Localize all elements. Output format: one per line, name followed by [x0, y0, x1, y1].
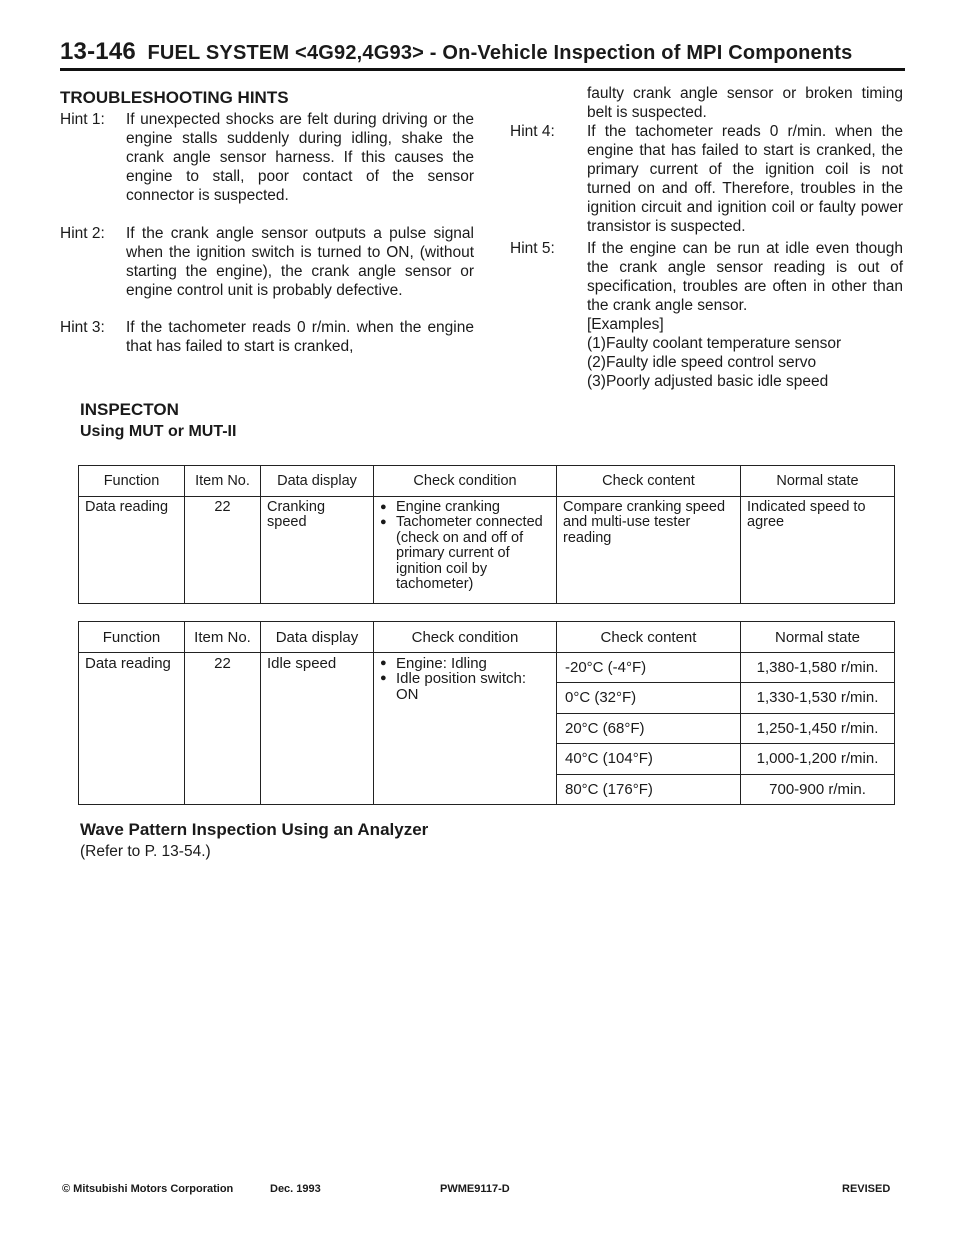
column-header: Item No. [185, 466, 261, 497]
normal-state-cell: 1,380-1,580 r/min. [741, 652, 895, 683]
column-header: Check condition [374, 466, 557, 497]
normal-state-cell: 1,330-1,530 r/min. [741, 683, 895, 714]
hint-text: If the tachometer reads 0 r/min. when the engine that has failed to start is cranked, the primary current of the ignition coil is not turned on and off. Therefore, troubles in the ignition circuit and ignition coil or faulty power transistor is suspected. [587, 123, 903, 235]
wave-pattern-reference: (Refer to P. 13-54.) [80, 843, 211, 860]
column-header: Check content [557, 622, 741, 653]
normal-state-cell: Indicated speed to agree [741, 496, 895, 603]
footer-code: PWME9117-D [440, 1183, 510, 1195]
condition-item: ● Idle position switch: ON [380, 671, 550, 702]
hint-label: Hint 3: [60, 319, 105, 336]
hint-4 [510, 122, 905, 235]
troubleshooting-heading: TROUBLESHOOTING HINTS [60, 88, 289, 107]
table-header-row [79, 622, 895, 653]
hint-label: Hint 4: [510, 123, 555, 140]
condition-item: ● Engine cranking [380, 500, 550, 516]
hint-2 [60, 224, 475, 319]
check-content-cell: 20°C (68°F) [557, 713, 741, 744]
check-content-cell: 80°C (176°F) [557, 774, 741, 805]
table-row [79, 652, 895, 683]
page-header [60, 38, 852, 66]
column-header: Function [79, 622, 185, 653]
example-item: (3)Poorly adjusted basic idle speed [587, 373, 829, 390]
function-cell: Data reading [79, 652, 185, 805]
page-number: 13-146 [60, 38, 136, 65]
column-header: Function [79, 466, 185, 497]
column-header: Data display [261, 466, 374, 497]
column-header: Data display [261, 622, 374, 653]
header-rule [60, 68, 905, 71]
data-display-cell: Cranking speed [261, 496, 374, 603]
normal-state-cell: 1,250-1,450 r/min. [741, 713, 895, 744]
check-condition-cell [374, 496, 557, 603]
hint-text: faulty crank angle sensor or broken timing belt is suspected. [587, 85, 903, 121]
example-item: (2)Faulty idle speed control servo [587, 354, 817, 371]
check-condition-cell [374, 652, 557, 805]
footer-status: REVISED [842, 1183, 891, 1195]
hint-3 [60, 318, 475, 358]
column-header: Normal state [741, 622, 895, 653]
item-no-cell: 22 [185, 496, 261, 603]
item-no-cell: 22 [185, 652, 261, 805]
column-header: Item No. [185, 622, 261, 653]
condition-item: ● Tachometer connected (check on and off of primary current of ignition coil by tachometer) [380, 515, 550, 593]
idle-speed-table [78, 621, 895, 805]
normal-state-cell: 700-900 r/min. [741, 774, 895, 805]
wave-pattern-heading: Wave Pattern Inspection Using an Analyzer [80, 820, 429, 839]
example-item: (1)Faulty coolant temperature sensor [587, 335, 842, 352]
column-header: Normal state [741, 466, 895, 497]
hint-text: If unexpected shocks are felt during driving or the engine stalls suddenly during idling, shake the crank angle sensor harness. If this causes the engine to stall, poor contact of the sensor connector is suspected. [126, 111, 474, 204]
examples-block [587, 315, 841, 391]
hint-label: Hint 2: [60, 225, 105, 242]
inspection-heading: INSPECTON [80, 400, 179, 419]
column-header: Check condition [374, 622, 557, 653]
normal-state-cell: 1,000-1,200 r/min. [741, 744, 895, 775]
check-content-cell: 40°C (104°F) [557, 744, 741, 775]
check-content-cell: 0°C (32°F) [557, 683, 741, 714]
table-row [79, 496, 895, 603]
data-display-cell: Idle speed [261, 652, 374, 805]
footer-date: Dec. 1993 [270, 1183, 321, 1195]
footer-copyright: © Mitsubishi Motors Corporation [62, 1183, 234, 1195]
column-header: Check content [557, 466, 741, 497]
inspection-subheading: Using MUT or MUT-II [80, 423, 237, 440]
examples-heading: [Examples] [587, 316, 664, 333]
check-content-cell: -20°C (-4°F) [557, 652, 741, 683]
cranking-speed-table [78, 465, 895, 604]
page-title: FUEL SYSTEM <4G92,4G93> - On-Vehicle Inspection of MPI Components [147, 42, 853, 64]
hint-1 [60, 110, 475, 210]
check-content-cell: Compare cranking speed and multi-use tester reading [557, 496, 741, 603]
hint-3-continued [510, 84, 905, 124]
hint-text: If the crank angle sensor outputs a pulse signal when the ignition switch is turned to ON, (without starting the engine), the crank angle sensor or engine control unit is probably defective. [126, 225, 474, 299]
condition-item: ● Engine: Idling [380, 656, 550, 672]
hint-label: Hint 5: [510, 240, 555, 257]
table-header-row [79, 466, 895, 497]
hint-label: Hint 1: [60, 111, 105, 128]
function-cell: Data reading [79, 496, 185, 603]
hint-text: If the tachometer reads 0 r/min. when the engine that has failed to start is cranked, [126, 319, 474, 355]
hint-text: If the engine can be run at idle even though the crank angle sensor reading is out of specification, troubles are often in other than the crank angle sensor. [587, 240, 903, 314]
